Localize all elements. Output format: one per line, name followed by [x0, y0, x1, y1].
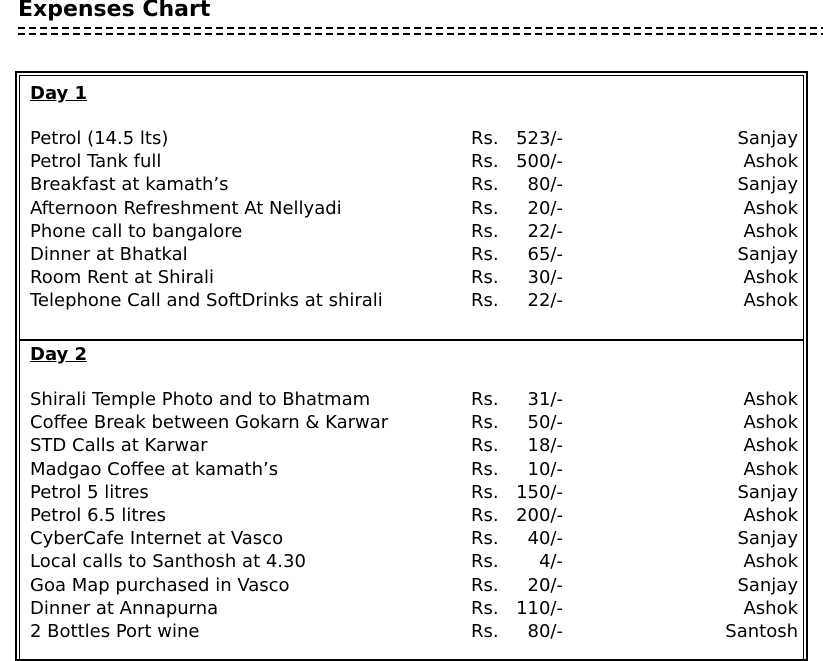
amount-value: 30/-	[527, 267, 563, 289]
expense-description: Local calls to Santhosh at 4.30	[30, 551, 306, 573]
currency-label: Rs.	[471, 197, 499, 219]
expense-row	[20, 173, 803, 196]
expense-description: STD Calls at Karwar	[30, 435, 208, 457]
currency-label: Rs.	[471, 244, 499, 265]
page-title: Expenses Chart	[18, 0, 211, 22]
expense-description: Dinner at Bhatkal	[30, 244, 188, 265]
currency-label: Rs.	[471, 290, 499, 312]
currency-label: Rs.	[471, 174, 499, 196]
expense-row	[20, 620, 803, 643]
currency-label: Rs.	[471, 435, 499, 457]
amount-value: 80/-	[527, 174, 563, 196]
expense-description: Afternoon Refreshment At Nellyadi	[30, 197, 342, 219]
expense-row	[20, 388, 803, 411]
amount-value: 22/-	[527, 220, 563, 242]
currency-label: Rs.	[471, 551, 499, 573]
currency-label: Rs.	[471, 481, 499, 503]
currency-label: Rs.	[471, 597, 499, 619]
amount-value: 20/-	[527, 574, 563, 596]
expense-row	[20, 481, 803, 504]
currency-label: Rs.	[471, 574, 499, 596]
expense-row	[20, 458, 803, 481]
double-dashed-divider	[18, 26, 823, 36]
paid-by: Ashok	[743, 197, 798, 219]
paid-by: Santosh	[725, 621, 798, 642]
amount-value: 523/-	[516, 128, 563, 149]
paid-by: Ashok	[743, 551, 798, 573]
day-separator	[20, 339, 803, 341]
currency-label: Rs.	[471, 151, 499, 173]
amount-value: 20/-	[527, 197, 563, 219]
amount-value: 40/-	[527, 528, 563, 550]
amount-value: 65/-	[527, 244, 563, 265]
currency-label: Rs.	[471, 267, 499, 289]
currency-label: Rs.	[471, 220, 499, 242]
currency-label: Rs.	[471, 412, 499, 434]
paid-by: Ashok	[743, 412, 798, 434]
expense-row	[20, 574, 803, 597]
expense-row	[20, 289, 803, 312]
expenses-table	[15, 71, 808, 661]
amount-value: 31/-	[527, 389, 563, 410]
amount-value: 500/-	[516, 151, 563, 173]
expense-description: Dinner at Annapurna	[30, 597, 219, 619]
amount-value: 200/-	[516, 505, 563, 526]
expense-description: Petrol (14.5 lts)	[30, 128, 169, 149]
currency-label: Rs.	[471, 528, 499, 550]
expense-description: CyberCafe Internet at Vasco	[30, 528, 284, 550]
amount-value: 110/-	[516, 597, 563, 619]
expense-row	[20, 197, 803, 220]
amount-value: 50/-	[527, 412, 563, 434]
expense-description: Petrol 6.5 litres	[30, 505, 166, 526]
currency-label: Rs.	[471, 128, 499, 149]
expense-row	[20, 243, 803, 266]
expense-row	[20, 150, 803, 173]
expense-row	[20, 220, 803, 243]
paid-by: Sanjay	[737, 481, 798, 503]
expense-description: Breakfast at kamath’s	[30, 174, 229, 196]
expense-description: Goa Map purchased in Vasco	[30, 574, 290, 596]
day-heading: Day 2	[30, 344, 88, 365]
paid-by: Ashok	[743, 458, 798, 480]
currency-label: Rs.	[471, 458, 499, 480]
expense-row	[20, 504, 803, 527]
amount-value: 150/-	[516, 481, 563, 503]
expense-row	[20, 597, 803, 620]
expense-row	[20, 434, 803, 457]
paid-by: Sanjay	[737, 574, 798, 596]
expense-row	[20, 550, 803, 573]
expense-description: Coffee Break between Gokarn & Karwar	[30, 412, 389, 434]
paid-by: Sanjay	[737, 244, 798, 265]
expense-description: Madgao Coffee at kamath’s	[30, 458, 279, 480]
expense-description: Petrol Tank full	[30, 151, 162, 173]
expense-row	[20, 266, 803, 289]
amount-value: 10/-	[527, 458, 563, 480]
paid-by: Ashok	[743, 151, 798, 173]
day-heading: Day 1	[30, 83, 88, 104]
expense-description: Shirali Temple Photo and to Bhatmam	[30, 389, 371, 410]
paid-by: Sanjay	[737, 128, 798, 149]
expense-row	[20, 527, 803, 550]
expenses-table-inner	[19, 75, 804, 659]
paid-by: Sanjay	[737, 528, 798, 550]
amount-value: 80/-	[527, 621, 563, 642]
paid-by: Ashok	[743, 505, 798, 526]
amount-value: 4/-	[538, 551, 563, 573]
expense-description: Petrol 5 litres	[30, 481, 149, 503]
currency-label: Rs.	[471, 621, 499, 642]
amount-value: 22/-	[527, 290, 563, 312]
paid-by: Sanjay	[737, 174, 798, 196]
paid-by: Ashok	[743, 435, 798, 457]
paid-by: Ashok	[743, 220, 798, 242]
expense-row	[20, 411, 803, 434]
expense-row	[20, 127, 803, 150]
currency-label: Rs.	[471, 389, 499, 410]
paid-by: Ashok	[743, 597, 798, 619]
currency-label: Rs.	[471, 505, 499, 526]
expense-description: 2 Bottles Port wine	[30, 621, 200, 642]
paid-by: Ashok	[743, 389, 798, 410]
amount-value: 18/-	[527, 435, 563, 457]
paid-by: Ashok	[743, 290, 798, 312]
paid-by: Ashok	[743, 267, 798, 289]
expense-description: Telephone Call and SoftDrinks at shirali	[30, 290, 383, 312]
expense-description: Room Rent at Shirali	[30, 267, 215, 289]
expense-description: Phone call to bangalore	[30, 220, 243, 242]
